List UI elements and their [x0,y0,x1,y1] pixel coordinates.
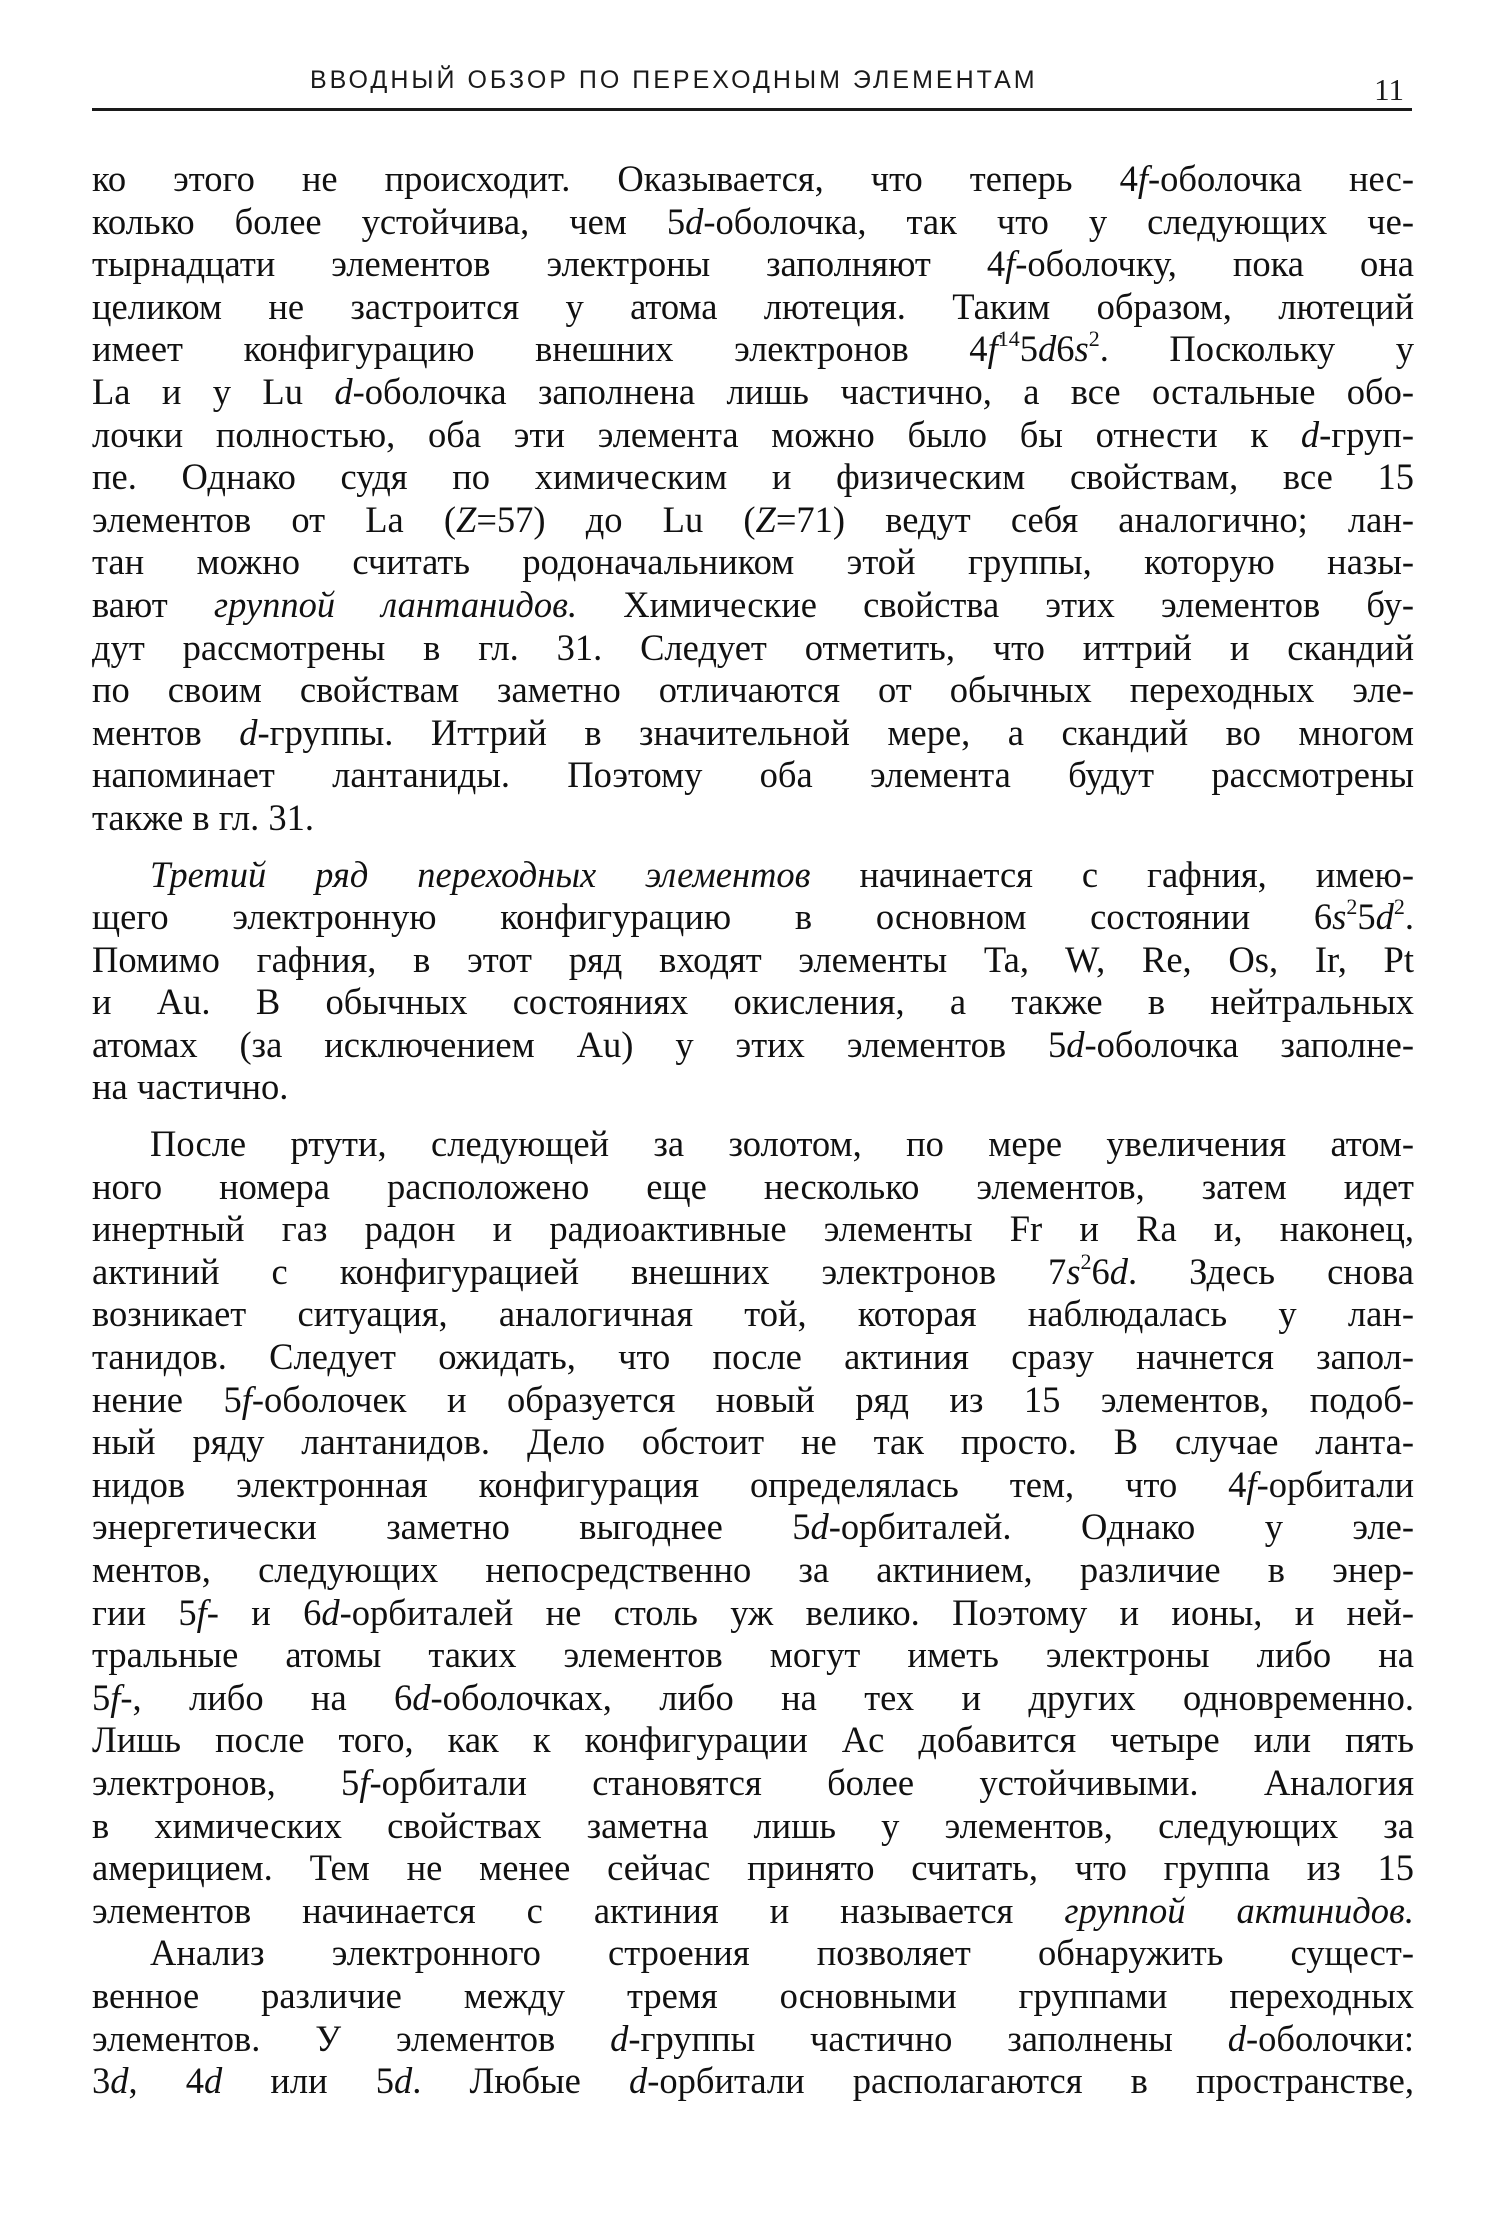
text-line: электронов, 5f-орбитали становятся более устойчивыми. Аналогия [92,1761,1414,1803]
paragraph-analysis [92,1932,1414,2102]
text-line: лочки полностью, оба эти элемента можно было бы отнести к d-груп- [92,413,1414,455]
text-line: атомах (за исключением Au) у этих элементов 5d-оболочка заполне- [92,1023,1414,1065]
text-line: целиком не застроится у атома лютеция. Таким образом, лютеций [92,285,1414,327]
text-line: дут рассмотрены в гл. 31. Следует отметить, что иттрий и скандий [92,626,1414,668]
text-line: тырнадцати элементов электроны заполняют 4f-оболочку, пока она [92,243,1414,285]
text-line: щего электронную конфигурацию в основном состоянии $6s^25d^2$. [92,893,1414,938]
text-line: 3d, 4d или 5d. Любые d-орбитали располагаются в пространстве, [92,2060,1414,2102]
text-line: венное различие между тремя основными группами переходных [92,1974,1414,2016]
text-line: элементов. У элементов d-группы частично заполнены d-оболочки: [92,2017,1414,2059]
text-line: ко этого не происходит. Оказывается, что теперь 4f-оболочка нес- [92,158,1415,199]
text-line: энергетически заметно выгоднее 5d-орбиталей. Однако у эле- [92,1506,1415,1548]
text-line: вают группой лантанидов. Химические свойства этих элементов бу- [92,583,1414,625]
paragraph-third-row [92,854,1414,1110]
text-line: Анализ электронного строения позволяет обнаружить сущест- [150,1932,1414,1974]
text-line: Лишь после того, как к конфигурации Ac добавится четыре или пять [92,1719,1414,1761]
text-line: 5f-, либо на 6d-оболочках, либо на тех и других одновременно. [92,1676,1414,1718]
text-line: по своим свойствам заметно отличаются от обычных переходных эле- [92,669,1414,711]
text-line: элементов начинается с актиния и называется группой актинидов. [92,1889,1414,1931]
text-line: и Au. В обычных состояниях окисления, а также в нейтральных [92,981,1414,1023]
text-line: нение 5f-оболочек и образуется новый ряд из 15 элементов, подоб- [92,1378,1414,1420]
text-line: инертный газ радон и радиоактивные элементы Fr и Ra и, наконец, [92,1208,1414,1250]
text-line: нидов электронная конфигурация определялась тем, что 4f-орбитали [92,1463,1414,1505]
text-line: напоминает лантаниды. Поэтому оба элемента будут рассмотрены [92,754,1414,796]
text-line: La и у Lu d-оболочка заполнена лишь частично, а все остальные обо- [92,370,1415,412]
text-line: Третий ряд переходных элементов начинается с гафния, имею- [150,853,1414,895]
running-title: ВВОДНЫЙ ОБЗОР ПО ПЕРЕХОДНЫМ ЭЛЕМЕНТАМ [310,66,1038,94]
text-line: ного номера расположено еще несколько элементов, затем идет [92,1165,1414,1207]
text-line: ный ряду лантанидов. Дело обстоит не так просто. В случае ланта- [92,1421,1414,1463]
text-line: возникает ситуация, аналогичная той, которая наблюдалась у лан- [92,1293,1414,1335]
paragraph-lanthanides [92,158,1414,840]
text-line: имеет конфигурацию внешних электронов $4f^{14}5d6s^2$. Поскольку у [92,326,1415,370]
text-line: После ртути, следующей за золотом, по мере увеличения атом- [150,1123,1414,1165]
body-text [92,158,1414,2103]
text-line: колько более устойчива, чем 5d-оболочка, так что у следующих че- [92,200,1414,242]
paragraph-actinides [92,1123,1414,1932]
text-line: Помимо гафния, в этот ряд входят элементы Ta, W, Re, Os, Ir, Pt [92,938,1414,980]
text-line: тан можно считать родоначальником этой группы, которую назы- [92,541,1414,583]
text-line: на частично. [92,1066,289,1108]
running-header [92,52,1412,111]
text-line: элементов от La (Z=57) до Lu (Z=71) ведут себя аналогично; лан- [92,498,1415,540]
text-line: ментов d-группы. Иттрий в значительной мере, а скандий во многом [92,711,1414,753]
text-line: пе. Однако судя по химическим и физическим свойствам, все 15 [92,456,1414,498]
text-line: актиний с конфигурацией внешних электронов $7s^26d$. Здесь снова [92,1248,1415,1292]
text-line: тральные атомы таких элементов могут иметь электроны либо на [92,1634,1414,1676]
text-line: в химических свойствах заметна лишь у элементов, следующих за [92,1804,1414,1846]
text-line: также в гл. 31. [92,796,314,838]
page-number: 11 [1374,72,1404,107]
text-line: гии 5f- и 6d-орбиталей не столь уж велико. Поэтому и ионы, и ней- [92,1591,1414,1633]
text-line: ментов, следующих непосредственно за актинием, различие в энер- [92,1549,1414,1590]
text-line: америцием. Тем не менее сейчас принято считать, что группа из 15 [92,1847,1414,1889]
text-line: танидов. Следует ожидать, что после актиния сразу начнется запол- [92,1336,1414,1378]
